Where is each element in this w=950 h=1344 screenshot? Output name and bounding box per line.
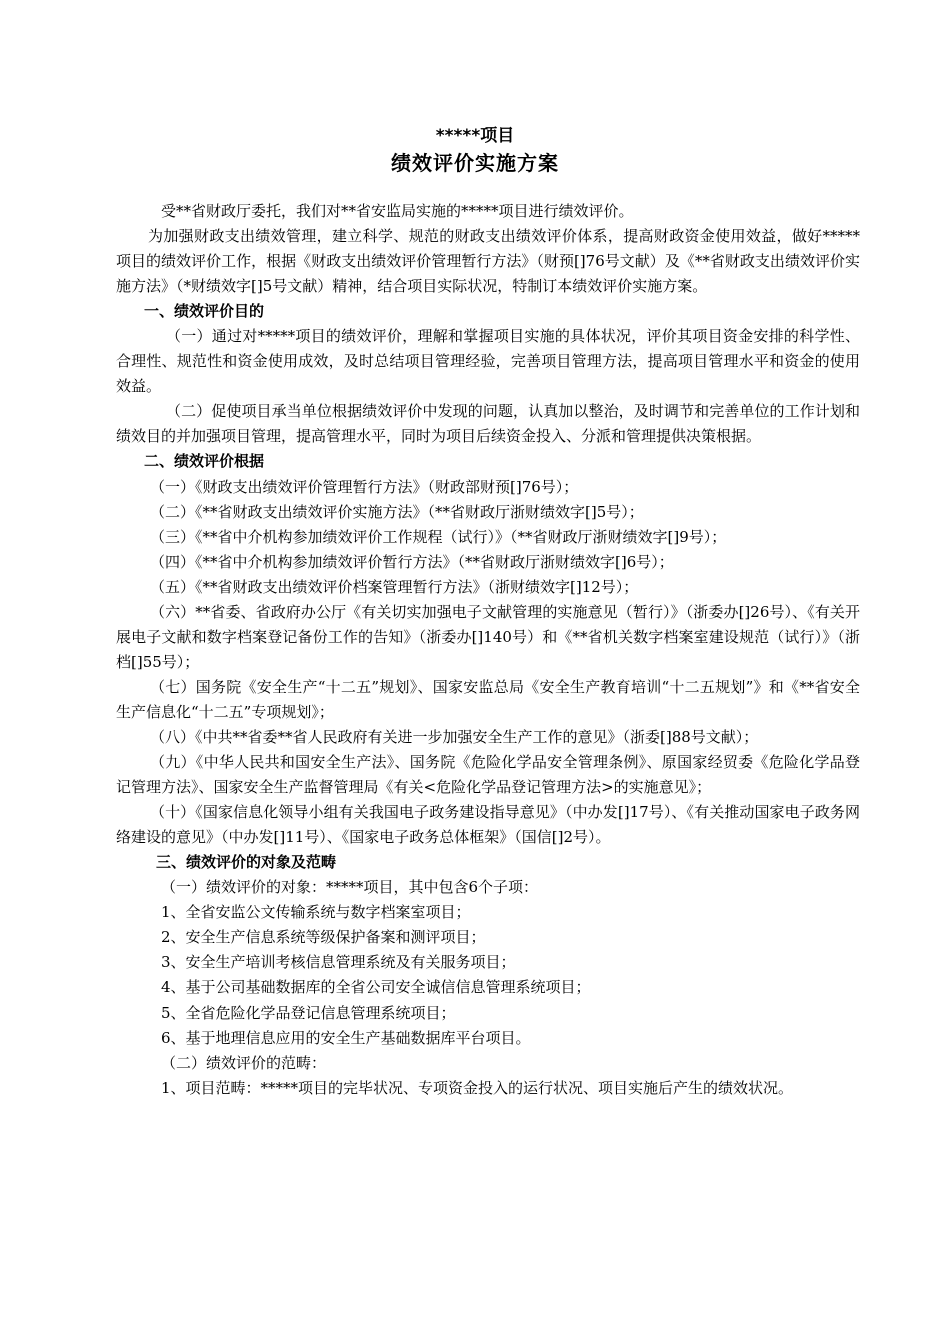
basis-item-9: （九）《中华人民共和国安全生产法》、国务院《危险化学品安全管理条例》、原国家经贸委《危险化学品登记管理方法》、国家安全生产监督管理局《有关<危险化学品登记管理方法>的实施意见》； [116, 753, 860, 797]
section2-heading: 二、绩效评价根据 [144, 452, 265, 471]
subitem-5: 5、全省危险化学品登记信息管理系统项目； [161, 1003, 456, 1022]
intro-paragraph-2: 为加强财政支出绩效管理，建立科学、规范的财政支出绩效评价体系，提高财政资金使用效益，做好*****项目的绩效评价工作，根据《财政支出绩效评价管理暂行方法》（财预[]76号文献）及《**省财政支出绩效评价实施方法》（*财绩效字[]5号文献）精神，结合项目实际状况，特制订本绩效评价实施方案。 [116, 227, 860, 296]
section1-paragraph-1: （一）通过对*****项目的绩效评价，理解和掌握项目实施的具体状况，评价其项目资金安排的科学性、合理性、规范性和资金使用成效，及时总结项目管理经验，完善项目管理方法，提高项目管理水平和资金的使用效益。 [116, 327, 860, 396]
subitem-2: 2、安全生产信息系统等级保护备案和测评项目； [161, 928, 486, 947]
basis-item-6: （六）**省委、省政府办公厅《有关切实加强电子文献管理的实施意见（暂行）》（浙委办[]26号）、《有关开展电子文献和数字档案登记备份工作的告知》（浙委办[]140号）和《**省机关数字档案室建设规范（试行）》（浙档[]55号）； [116, 602, 860, 671]
document-title-project: *****项目 [435, 126, 515, 146]
basis-item-7: （七）国务院《安全生产“十二五”规划》、国家安监总局《安全生产教育培训“十二五规划”》和《**省安全生产信息化“十二五”专项规划》； [116, 677, 860, 721]
subitem-4: 4、基于公司基础数据库的全省公司安全诚信信息管理系统项目； [161, 978, 591, 997]
section1-paragraph-2: （二）促使项目承当单位根据绩效评价中发现的问题，认真加以整治，及时调节和完善单位的工作计划和绩效目的并加强项目管理，提高管理水平，同时为项目后续资金投入、分派和管理提供决策根据。 [116, 402, 860, 446]
section1-heading: 一、绩效评价目的 [144, 302, 265, 321]
basis-item-3: （三）《**省中介机构参加绩效评价工作规程（试行）》（**省财政厅浙财绩效字[]9号）； [150, 527, 727, 546]
subitem-3: 3、安全生产培训考核信息管理系统及有关服务项目； [161, 953, 516, 972]
document-body [116, 199, 860, 1101]
section3-sub2: （二）绩效评价的范畴： [161, 1053, 327, 1072]
subitem-6: 6、基于地理信息应用的安全生产基础数据库平台项目。 [161, 1028, 531, 1047]
basis-item-1: （一）《财政支出绩效评价管理暂行方法》（财政部财预[]76号）； [150, 477, 579, 496]
basis-item-5: （五）《**省财政支出绩效评价档案管理暂行方法》（浙财绩效字[]12号）； [150, 577, 639, 596]
basis-item-8: （八）《中共**省委**省人民政府有关进一步加强安全生产工作的意见》（浙委[]88号文献）； [150, 727, 759, 746]
document-title-main: 绩效评价实施方案 [391, 151, 559, 175]
basis-item-4: （四）《**省中介机构参加绩效评价暂行方法》（**省财政厅浙财绩效字[]6号）； [150, 552, 674, 571]
section3-heading: 三、绩效评价的对象及范畴 [156, 853, 337, 872]
scope-item-1: 1、项目范畴：*****项目的完毕状况、专项资金投入的运行状况、项目实施后产生的绩效状况。 [161, 1078, 794, 1097]
intro-paragraph-1: 受**省财政厅委托，我们对**省安监局实施的*****项目进行绩效评价。 [161, 202, 634, 220]
basis-item-10: （十）《国家信息化领导小组有关我国电子政务建设指导意见》（中办发[]17号）、《有关推动国家电子政务网络建设的意见》（中办发[]11号）、《国家电子政务总体框架》（国信[]2号）。 [116, 803, 860, 847]
section3-sub1: （一）绩效评价的对象：*****项目，其中包含6个子项： [161, 878, 539, 897]
subitem-1: 1、全省安监公文传输系统与数字档案室项目； [161, 903, 471, 922]
basis-item-2: （二）《**省财政支出绩效评价实施方法》（**省财政厅浙财绩效字[]5号）； [150, 502, 644, 521]
